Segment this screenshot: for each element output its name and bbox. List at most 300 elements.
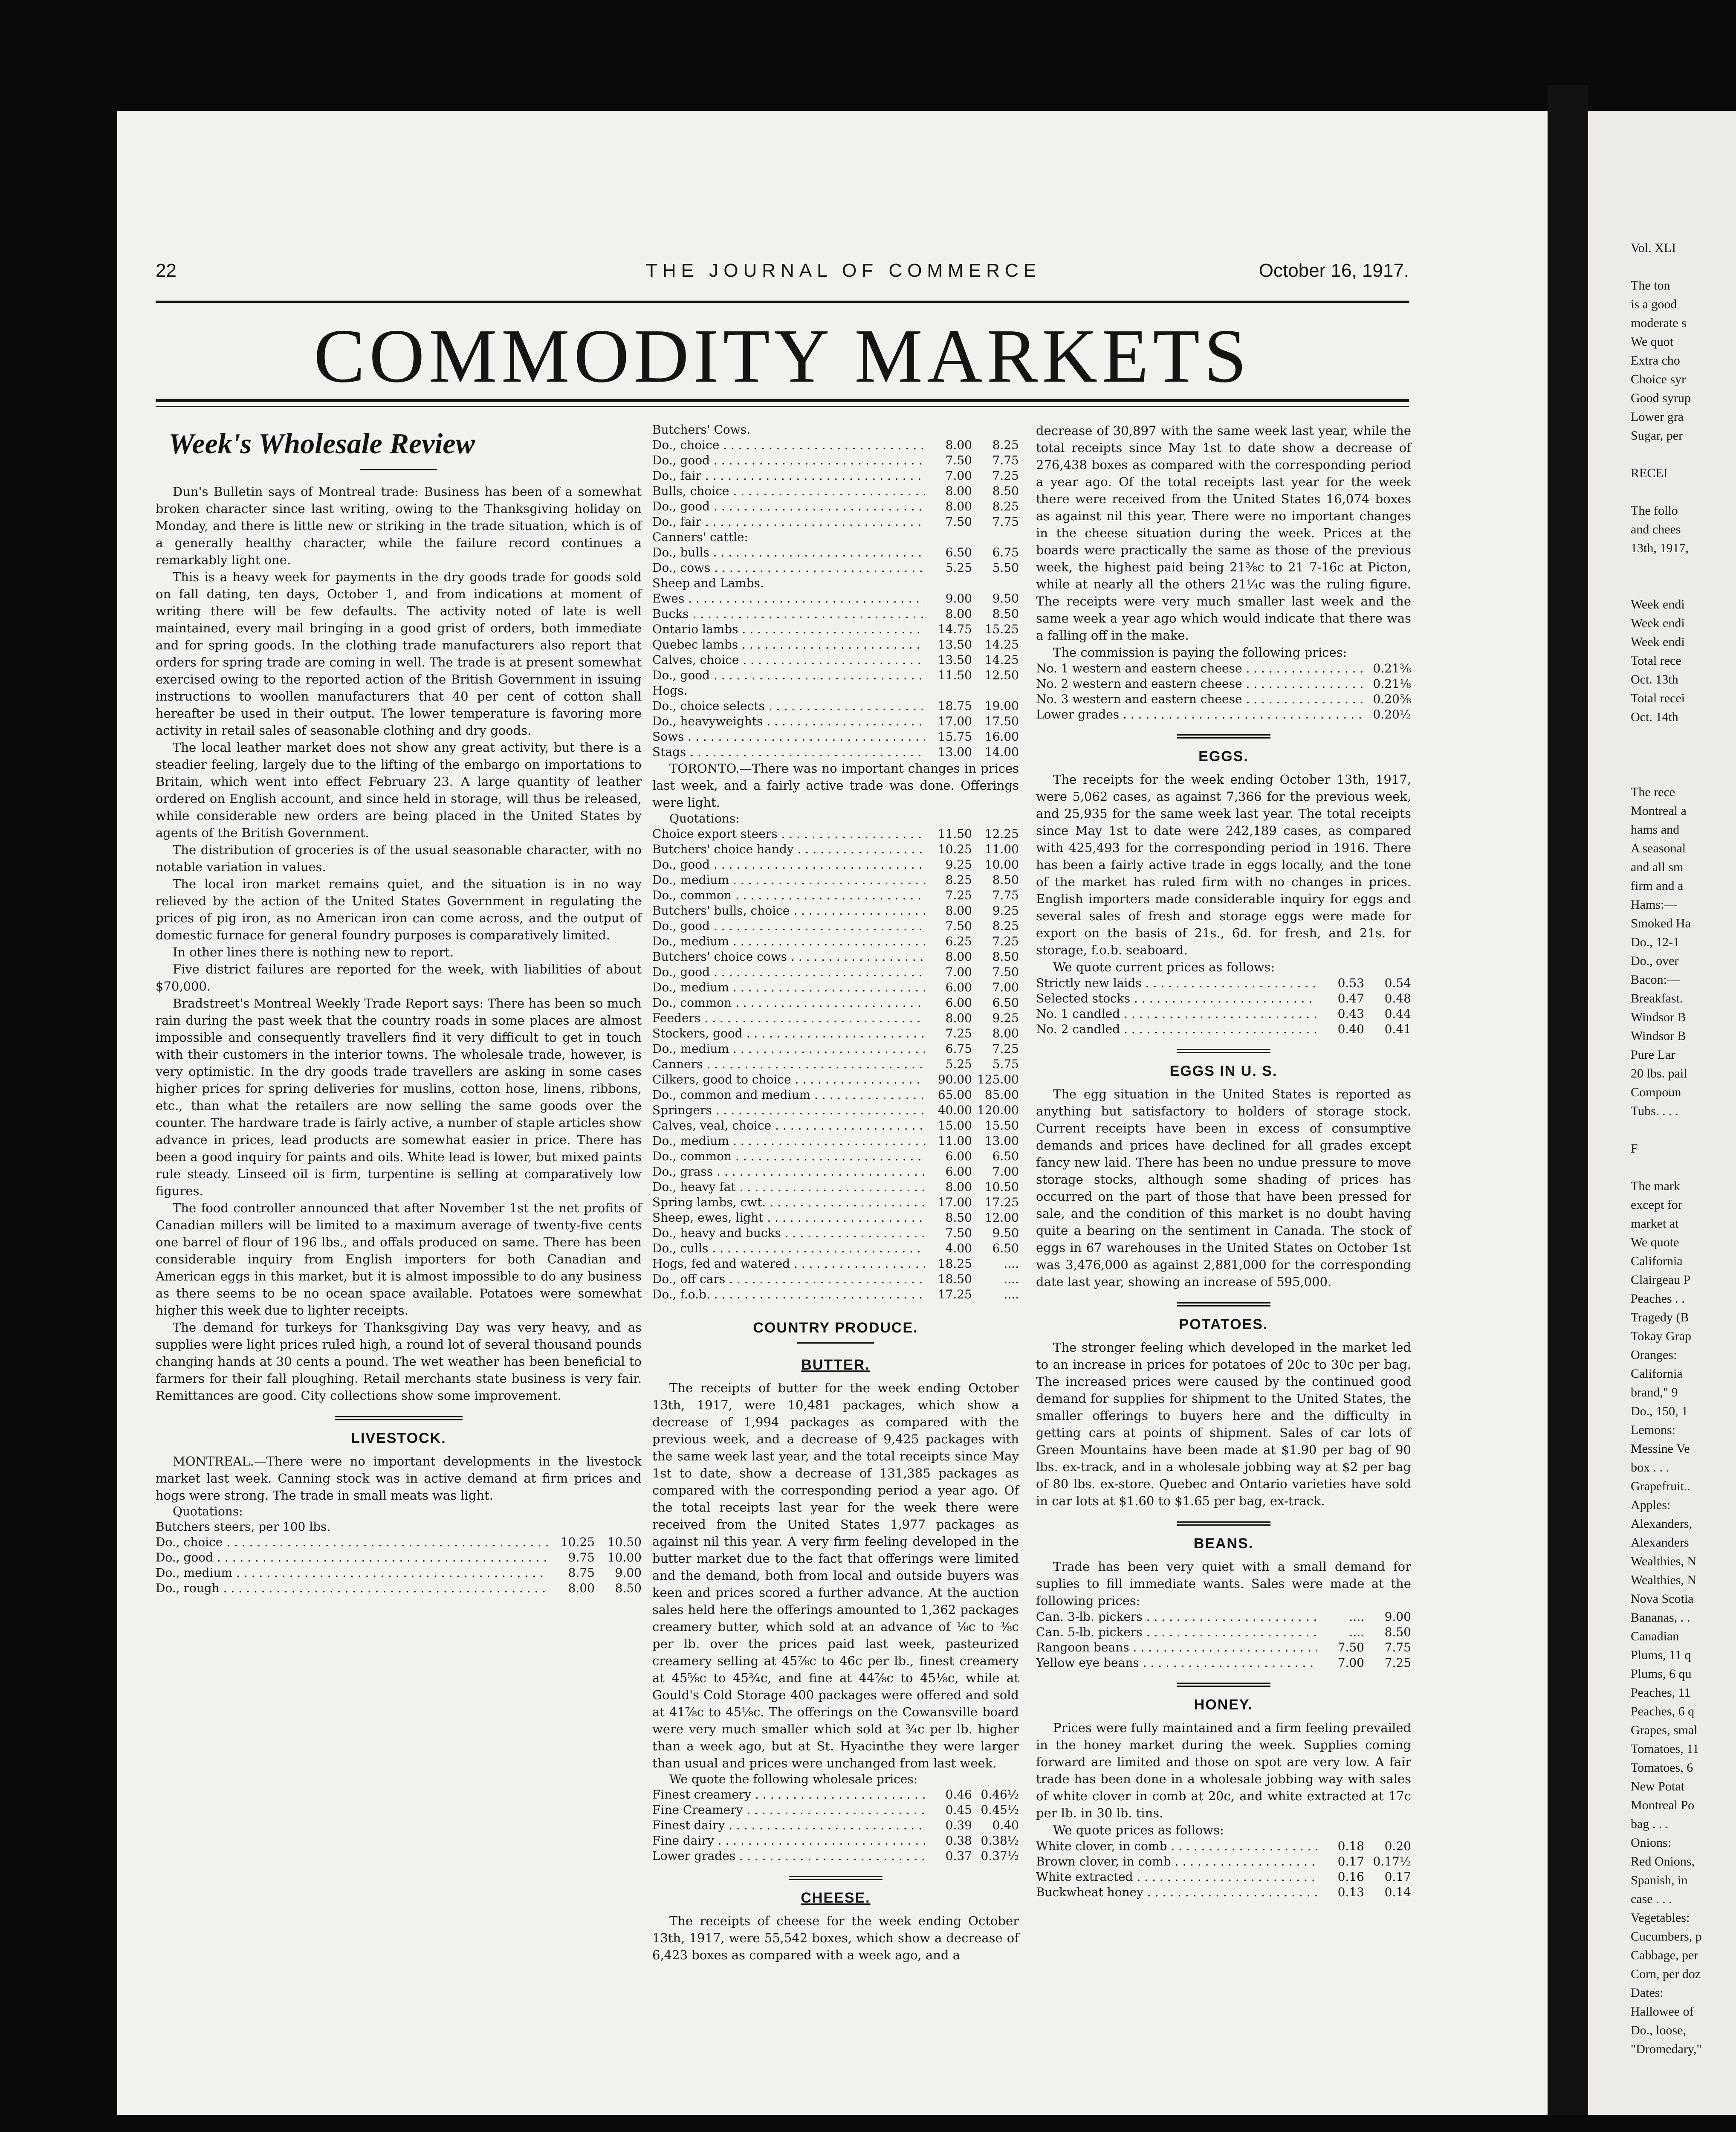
facing-page-line: Good syrup — [1631, 391, 1691, 405]
price-value: 9.00 — [945, 591, 972, 605]
price-value: 8.25 — [992, 499, 1019, 513]
price-value: .... — [1004, 1272, 1019, 1286]
eggs-heading: EGGS. — [1198, 748, 1249, 765]
page-header — [156, 260, 1409, 290]
eggs-us-text: The egg situation in the United States is reported as anything but satisfactory to holders of storage stock. Current receipts have been in excess of consumptive demands and prices have declined for all grades except fancy new laid. There has been no undue pressure to move storage stocks, although some shading of prices has occurred on the part of those that have been pressed for sale, and the condition of this market is no doubt having quite a bearing on the sentiment in Canada. The stock of eggs in 67 warehouses in the United States on October 1st was 3,476,000 as against 2,881,000 for the corresponding date last year, showing an increase of 595,000. — [1036, 1087, 1411, 1289]
price-row — [652, 1103, 1019, 1118]
price-value: 120.00 — [977, 1103, 1019, 1117]
section-divider — [1177, 1521, 1270, 1526]
facing-page-line: Breakfast. — [1631, 991, 1683, 1005]
price-label: Do., choice . . . — [652, 437, 925, 453]
price-value: 11.50 — [937, 827, 972, 841]
facing-page-line: bag . . . — [1631, 1817, 1669, 1831]
facing-page-line: F — [1631, 1141, 1638, 1156]
price-value: 0.39 — [945, 1818, 972, 1832]
price-label: Lower grades . . . — [652, 1848, 925, 1864]
price-row — [156, 1535, 642, 1550]
price-row — [652, 1057, 1019, 1072]
potatoes-heading: POTATOES. — [1179, 1316, 1268, 1332]
price-value: 9.50 — [992, 591, 1019, 605]
facing-page-line: Week endi — [1631, 616, 1685, 630]
price-row — [1036, 1006, 1411, 1022]
price-row — [1036, 1625, 1411, 1640]
price-value: 8.25 — [992, 438, 1019, 452]
facing-page-line — [1588, 576, 1736, 595]
price-label: Do., good . . . — [652, 668, 925, 683]
section-divider — [789, 1876, 882, 1880]
price-value: 0.17½ — [1373, 1854, 1411, 1868]
price-label: White clover, in comb . . . — [1036, 1839, 1317, 1854]
facing-page-line: brand," 9 — [1631, 1385, 1678, 1399]
facing-page-line — [1588, 1121, 1736, 1139]
price-value: 12.25 — [984, 827, 1019, 841]
price-row — [1036, 1839, 1411, 1854]
price-label: Do., medium . . . — [652, 1133, 925, 1149]
price-value: 0.46 — [945, 1787, 972, 1802]
price-label: Do., off cars . . . — [652, 1272, 925, 1287]
price-value: 7.75 — [992, 453, 1019, 467]
price-value: 8.00 — [992, 1026, 1019, 1040]
price-label: Do., choice . . . — [156, 1535, 548, 1550]
quotations-label: Quotations: — [173, 1504, 243, 1518]
price-value: 0.17 — [1337, 1854, 1364, 1868]
price-label: Do., good . . . — [652, 857, 925, 872]
scan-border-left — [0, 0, 117, 2132]
price-value: 6.50 — [992, 1149, 1019, 1163]
price-value: 9.00 — [615, 1566, 642, 1580]
price-value: 13.50 — [937, 637, 972, 652]
price-row — [156, 1565, 642, 1581]
price-value: 7.00 — [945, 469, 972, 483]
price-value: 14.25 — [984, 653, 1019, 667]
livestock-heading: LIVESTOCK. — [351, 1430, 446, 1446]
price-value: 11.50 — [937, 668, 972, 682]
steers-label: Butchers steers, per 100 lbs. — [156, 1520, 331, 1534]
review-heading: Week's Wholesale Review — [168, 427, 475, 460]
honey-table — [1036, 1839, 1411, 1900]
price-value: 18.75 — [937, 699, 972, 713]
price-value: 10.50 — [607, 1535, 642, 1549]
facing-page-line: Montreal a — [1631, 804, 1687, 818]
price-value: 17.00 — [937, 714, 972, 728]
price-row — [652, 1011, 1019, 1026]
facing-page-line: Alexanders — [1631, 1535, 1689, 1550]
price-row — [652, 980, 1019, 995]
facing-page-line — [1588, 483, 1736, 501]
price-value: 8.50 — [992, 950, 1019, 964]
price-label: Do., medium . . . — [652, 872, 925, 888]
price-value: 6.75 — [992, 545, 1019, 559]
facing-page-line: Plums, 11 q — [1631, 1648, 1691, 1662]
facing-page-line: The mark — [1631, 1179, 1680, 1193]
cheese-table — [1036, 661, 1411, 722]
honey-quote-label: We quote prices as follows: — [1053, 1823, 1224, 1837]
price-value: 8.00 — [945, 1011, 972, 1025]
price-label: Bucks . . . — [652, 606, 925, 622]
facing-page-line — [1588, 445, 1736, 464]
price-value: 8.50 — [1384, 1625, 1411, 1639]
price-row — [652, 1133, 1019, 1149]
price-row — [652, 1179, 1019, 1195]
price-value: .... — [1004, 1287, 1019, 1301]
price-label: No. 2 western and eastern cheese . . . — [1036, 676, 1364, 692]
facing-page — [1588, 111, 1736, 2115]
price-value: 8.50 — [992, 607, 1019, 621]
facing-page-line: Week endi — [1631, 597, 1685, 611]
price-row — [1036, 976, 1411, 991]
price-row — [652, 872, 1019, 888]
facing-page-line: box . . . — [1631, 1460, 1669, 1474]
price-row — [652, 888, 1019, 903]
price-label: Feeders . . . — [652, 1011, 925, 1026]
price-value: 7.00 — [992, 1164, 1019, 1179]
facing-page-line: Total recei — [1631, 691, 1685, 705]
price-value: 15.75 — [937, 730, 972, 744]
price-label: Do., fair . . . — [652, 514, 925, 530]
price-label: Butchers' choice cows . . . — [652, 949, 925, 965]
price-value: 7.50 — [1337, 1640, 1364, 1654]
canners-table — [652, 545, 1019, 576]
price-label: Ewes . . . — [652, 591, 925, 606]
section-divider — [1177, 734, 1270, 739]
price-label: Hogs, fed and watered . . . — [652, 1256, 925, 1272]
column-1 — [156, 422, 642, 1596]
sheep-table — [652, 591, 1019, 683]
price-label: Sows . . . — [652, 729, 925, 744]
masthead-rule-thin — [156, 406, 1409, 407]
facing-page-line: Onions: — [1631, 1836, 1672, 1850]
facing-page-line: Extra cho — [1631, 353, 1680, 368]
price-row — [156, 1581, 642, 1596]
facing-page-line: Oct. 14th — [1631, 710, 1678, 724]
eggs-us-heading: EGGS IN U. S. — [1169, 1063, 1278, 1079]
price-label: Do., good . . . — [652, 453, 925, 468]
price-row — [652, 453, 1019, 468]
price-row — [652, 842, 1019, 857]
price-value: 0.53 — [1337, 976, 1364, 990]
price-value: 5.25 — [945, 561, 972, 575]
facing-page-line: Hallowee of — [1631, 2005, 1694, 2019]
facing-page-line: "Dromedary," — [1631, 2042, 1702, 2056]
price-label: Yellow eye beans . . . — [1036, 1655, 1317, 1671]
price-label: Sheep, ewes, light . . . — [652, 1210, 925, 1225]
price-value: 9.75 — [568, 1550, 595, 1564]
cheese-text-a: The receipts of cheese for the week ending October 13th, 1917, were 55,542 boxes, which show a decrease of 6,423 boxes as compared with a week ago, and a — [652, 1914, 1019, 1962]
price-row — [1036, 1640, 1411, 1655]
price-value: 0.46½ — [981, 1787, 1019, 1802]
price-value: 8.00 — [945, 607, 972, 621]
facing-page-line: Sugar, per — [1631, 429, 1683, 443]
facing-page-line: New Potat — [1631, 1779, 1684, 1793]
price-value: 5.75 — [992, 1057, 1019, 1071]
facing-page-line: Dates: — [1631, 1986, 1664, 2000]
price-value: 0.48 — [1384, 991, 1411, 1005]
column-2 — [652, 422, 1019, 1964]
price-value: 17.00 — [937, 1195, 972, 1209]
price-label: Lower grades . . . — [1036, 707, 1364, 722]
facing-page-line: The rece — [1631, 785, 1675, 799]
facing-page-line: Peaches, 6 q — [1631, 1704, 1695, 1718]
price-label: No. 1 candled . . . — [1036, 1006, 1317, 1022]
price-label: Do., medium . . . — [652, 980, 925, 995]
price-row — [652, 1072, 1019, 1087]
price-row — [652, 437, 1019, 453]
price-row — [652, 1225, 1019, 1241]
heading-rule — [360, 469, 437, 470]
facing-page-line: We quote — [1631, 1235, 1679, 1249]
price-value: 7.25 — [992, 1042, 1019, 1056]
price-row — [652, 606, 1019, 622]
facing-page-line: is a good — [1631, 297, 1677, 311]
price-value: 0.20 — [1384, 1839, 1411, 1853]
toronto-quotations-label: Quotations: — [669, 811, 740, 826]
price-value: 8.50 — [945, 1211, 972, 1225]
price-value: 5.50 — [992, 561, 1019, 575]
price-row — [652, 468, 1019, 484]
price-row — [1036, 707, 1411, 722]
facing-page-line: Compoun — [1631, 1085, 1681, 1099]
review-paragraph: The food controller announced that after November 1st the net profits of Canadian millers will be limited to a maximum average of twenty-five cents one barrel of flour of 196 lbs., and offals produced on same. There has been considerable inquiry from English importers for both Canadian and American eggs in this market, but it is almost impossible to do any business as there seems to be no ocean space available. Potatoes were somewhat higher this week due to lighter receipts. — [156, 1201, 642, 1318]
facing-page-line — [1588, 745, 1736, 764]
facing-page-line: Oct. 13th — [1631, 672, 1678, 687]
price-row — [652, 949, 1019, 965]
price-row — [652, 995, 1019, 1011]
scan-border-bottom — [0, 2115, 1736, 2132]
price-value: 90.00 — [937, 1072, 972, 1086]
price-value: 7.00 — [1337, 1656, 1364, 1670]
review-paragraph: The demand for turkeys for Thanksgiving Day was very heavy, and as supplies were light prices ruled high, a round lot of several thousand pounds changing hands at 30 cents a pound. The wet weather has been beneficial to farmers for their fall ploughing. Retail merchants state business is very fair. Remittances are good. City collections show some improvement. — [156, 1320, 642, 1403]
price-value: 4.00 — [945, 1241, 972, 1255]
honey-heading: HONEY. — [1194, 1697, 1253, 1713]
price-value: 18.25 — [937, 1257, 972, 1271]
price-value: 9.25 — [992, 1011, 1019, 1025]
eggs-text: The receipts for the week ending October 13th, 1917, were 5,062 cases, as against 7,366 for the previous week, and 25,935 for the same week last year. The total receipts since May 1st to date were 242,189 cases, as compared with 425,493 for the corresponding period in 1916. There has been a fairly active trade in eggs locally, and the tone of the market has ruled firm with no changes in prices. English importers made considerable inquiry for eggs and several sales of fresh and storage eggs were made for export on the basis of 21s., 6d. for fresh, and 21s. for storage, f.o.b. seaboard. — [1036, 772, 1411, 957]
facing-page-line: Vegetables: — [1631, 1911, 1690, 1925]
price-label: Do., medium . . . — [652, 1041, 925, 1057]
price-value: 0.54 — [1384, 976, 1411, 990]
price-value: 6.00 — [945, 1149, 972, 1163]
facing-page-line: Plums, 6 qu — [1631, 1667, 1692, 1681]
facing-page-line: Tomatoes, 11 — [1631, 1742, 1699, 1756]
facing-page-line: Bananas, . . — [1631, 1611, 1690, 1625]
price-value: 9.25 — [945, 857, 972, 872]
price-label: Do., f.o.b. . . . — [652, 1287, 925, 1302]
hogs-table — [652, 698, 1019, 760]
facing-page-line: firm and a — [1631, 879, 1684, 893]
price-value: 6.00 — [945, 980, 972, 994]
price-label: Bulls, choice . . . — [652, 484, 925, 499]
price-row — [652, 545, 1019, 560]
page-number: 22 — [156, 260, 176, 281]
hogs-label: Hogs. — [652, 684, 688, 698]
price-value: 10.00 — [984, 857, 1019, 872]
price-value: 16.00 — [984, 730, 1019, 744]
price-value: 0.20⅜ — [1373, 692, 1411, 706]
price-value: 0.17 — [1384, 1870, 1411, 1884]
price-value: 8.00 — [945, 904, 972, 918]
facing-page-line: Hams:— — [1631, 898, 1677, 912]
price-row — [652, 1026, 1019, 1041]
price-label: Choice export steers . . . — [652, 826, 925, 842]
review-paragraph: Bradstreet's Montreal Weekly Trade Report says: There has been so much rain during the past week that the country roads in some places are almost impossible and consequently travellers find it very difficult to get in touch with their customers in the interior towns. The wholesale trade, however, is very optimistic. In the dry goods trade travellers are asking in some cases higher prices for spring deliveries for muslins, cotton hose, linens, ribbons, etc., than what the retailers are now selling the same goods over the counter. The hardware trade is fairly active, a number of staple articles show advance in prices, lead products are somewhat easier in price. There has been a good inquiry for paints and oils. White lead is lower, but mixed paints rule steady. Linseed oil is firm, turpentine is selling at comparatively low figures. — [156, 996, 642, 1198]
butter-heading: BUTTER. — [801, 1357, 870, 1373]
price-label: White extracted . . . — [1036, 1869, 1317, 1885]
price-value: 65.00 — [937, 1088, 972, 1102]
price-value: 0.47 — [1337, 991, 1364, 1005]
price-row — [1036, 676, 1411, 692]
facing-page-line: California — [1631, 1254, 1683, 1268]
facing-page-line: Wealthies, N — [1631, 1573, 1697, 1587]
price-label: Ontario lambs . . . — [652, 622, 925, 637]
price-label: Finest dairy . . . — [652, 1818, 925, 1833]
price-value: 0.37 — [945, 1849, 972, 1863]
facing-page-line: Alexanders, — [1631, 1517, 1693, 1531]
price-label: Rangoon beans . . . — [1036, 1640, 1317, 1655]
section-divider — [1177, 1049, 1270, 1053]
price-row — [652, 714, 1019, 729]
column-3 — [1036, 422, 1411, 1900]
price-value: 8.00 — [945, 950, 972, 964]
livestock-intro: MONTREAL.—There were no important developments in the livestock market last week. Canning stock was in active demand at firm prices and hogs were strong. The trade in small meats was light. — [156, 1454, 642, 1503]
price-label: Do., good . . . — [652, 918, 925, 934]
price-label: Strictly new laids . . . — [1036, 976, 1317, 991]
journal-title: THE JOURNAL OF COMMERCE — [646, 260, 1042, 281]
price-value: 8.50 — [992, 873, 1019, 887]
facing-page-line: Clairgeau P — [1631, 1273, 1691, 1287]
price-label: No. 1 western and eastern cheese . . . — [1036, 661, 1364, 676]
facing-page-line: Pure Lar — [1631, 1048, 1675, 1062]
price-value: 8.00 — [945, 1180, 972, 1194]
price-label: Stags . . . — [652, 744, 925, 760]
price-row — [652, 934, 1019, 949]
facing-page-line: Wealthies, N — [1631, 1554, 1697, 1568]
price-label: Calves, choice . . . — [652, 652, 925, 668]
facing-page-line: hams and — [1631, 823, 1680, 837]
price-label: Cilkers, good to choice . . . — [652, 1072, 925, 1087]
beans-heading: BEANS. — [1193, 1535, 1254, 1552]
price-value: 7.50 — [992, 965, 1019, 979]
price-label: Selected stocks . . . — [1036, 991, 1317, 1006]
price-value: 7.50 — [945, 515, 972, 529]
review-paragraph: In other lines there is nothing new to report. — [173, 945, 454, 959]
price-label: Stockers, good . . . — [652, 1026, 925, 1041]
facing-page-line: The follo — [1631, 504, 1678, 518]
facing-page-line: California — [1631, 1367, 1683, 1381]
price-value: 8.00 — [945, 438, 972, 452]
price-value: 0.37½ — [981, 1849, 1019, 1863]
price-value: 14.00 — [984, 745, 1019, 759]
price-label: Do., common . . . — [652, 888, 925, 903]
price-row — [652, 1256, 1019, 1272]
price-value: 6.00 — [945, 996, 972, 1010]
review-paragraph: The distribution of groceries is of the usual seasonable character, with no notable variation in values. — [156, 843, 642, 874]
facing-page-line: Tragedy (B — [1631, 1310, 1689, 1324]
cows-label: Butchers' Cows. — [652, 423, 751, 437]
price-value: 10.00 — [607, 1550, 642, 1564]
facing-page-line: Do., loose, — [1631, 2023, 1686, 2037]
facing-page-line: and chees — [1631, 522, 1681, 536]
eggs-table — [1036, 976, 1411, 1037]
facing-page-line: We quot — [1631, 335, 1674, 349]
honey-text: Prices were fully maintained and a firm feeling prevailed in the honey market during the week. Supplies coming forward are limited and those on spot are very low. A fair trade has been done in a wholesale jobbing way with sales of white clover in comb at 20c, and white extracted at 17c per lb. in 30 lb. tins. — [1036, 1721, 1411, 1820]
price-value: 7.25 — [1384, 1656, 1411, 1670]
facing-page-line: 13th, 1917, — [1631, 541, 1689, 555]
price-label: Do., bulls . . . — [652, 545, 925, 560]
price-label: Fine dairy . . . — [652, 1833, 925, 1848]
price-value: 7.75 — [992, 888, 1019, 902]
facing-page-line: Tomatoes, 6 — [1631, 1761, 1693, 1775]
facing-page-line — [1588, 558, 1736, 576]
facing-page-line: Lower gra — [1631, 410, 1684, 424]
price-row — [652, 729, 1019, 744]
masthead: COMMODITY MARKETS — [313, 313, 1251, 398]
page-gutter — [1548, 85, 1588, 2115]
country-produce-heading: COUNTRY PRODUCE. — [753, 1320, 918, 1336]
facing-page-line: Windsor B — [1631, 1029, 1686, 1043]
facing-page-line: RECEI — [1631, 466, 1668, 480]
price-label: Butchers' bulls, choice . . . — [652, 903, 925, 918]
price-value: 12.00 — [984, 1211, 1019, 1225]
price-value: 8.75 — [568, 1566, 595, 1580]
facing-page-line: Peaches, 11 — [1631, 1686, 1691, 1700]
facing-page-line: Tokay Grap — [1631, 1329, 1692, 1343]
facing-page-line: Windsor B — [1631, 1010, 1686, 1024]
cheese-commission: The commission is paying the following prices: — [1053, 645, 1347, 660]
facing-page-line: Red Onions, — [1631, 1854, 1695, 1868]
price-value: 7.75 — [992, 515, 1019, 529]
price-value: 6.25 — [945, 934, 972, 948]
facing-page-line: Vol. XLI — [1631, 241, 1676, 255]
price-value: 7.25 — [945, 888, 972, 902]
facing-page-line: except for — [1631, 1198, 1682, 1212]
price-value: 13.50 — [937, 653, 972, 667]
price-label: No. 2 candled . . . — [1036, 1022, 1317, 1037]
price-row — [652, 1272, 1019, 1287]
toronto-text: TORONTO.—There was no important changes in prices last week, and a fairly active trade was done. Offerings were light. — [652, 761, 1019, 810]
price-row — [1036, 1854, 1411, 1869]
price-value: 0.45½ — [981, 1803, 1019, 1817]
price-row — [1036, 1609, 1411, 1625]
price-value: 13.00 — [984, 1134, 1019, 1148]
price-value: 11.00 — [984, 842, 1019, 856]
facing-page-line — [1588, 258, 1736, 276]
price-row — [652, 622, 1019, 637]
facing-page-line: and all sm — [1631, 860, 1684, 874]
price-value: 0.43 — [1337, 1007, 1364, 1021]
produce-rule — [797, 1342, 874, 1344]
header-rule — [156, 301, 1409, 303]
section-divider — [335, 1416, 463, 1420]
eggs-quote-label: We quote current prices as follows: — [1053, 960, 1275, 974]
price-value: 6.50 — [992, 996, 1019, 1010]
price-value: 8.00 — [945, 484, 972, 498]
facing-page-line: Oranges: — [1631, 1348, 1677, 1362]
price-value: 9.50 — [992, 1226, 1019, 1240]
price-row — [1036, 692, 1411, 707]
facing-page-line: Montreal Po — [1631, 1798, 1695, 1812]
facing-page-line: The ton — [1631, 278, 1670, 293]
price-label: Do., fair . . . — [652, 468, 925, 484]
price-value: 0.13 — [1337, 1885, 1364, 1899]
price-value: 7.25 — [992, 469, 1019, 483]
price-label: Quebec lambs . . . — [652, 637, 925, 652]
price-value: 19.00 — [984, 699, 1019, 713]
price-row — [652, 1118, 1019, 1133]
price-row — [652, 1041, 1019, 1057]
price-value: 12.50 — [984, 668, 1019, 682]
price-value: 8.50 — [992, 484, 1019, 498]
price-label: Spring lambs, cwt. . . . — [652, 1195, 925, 1210]
